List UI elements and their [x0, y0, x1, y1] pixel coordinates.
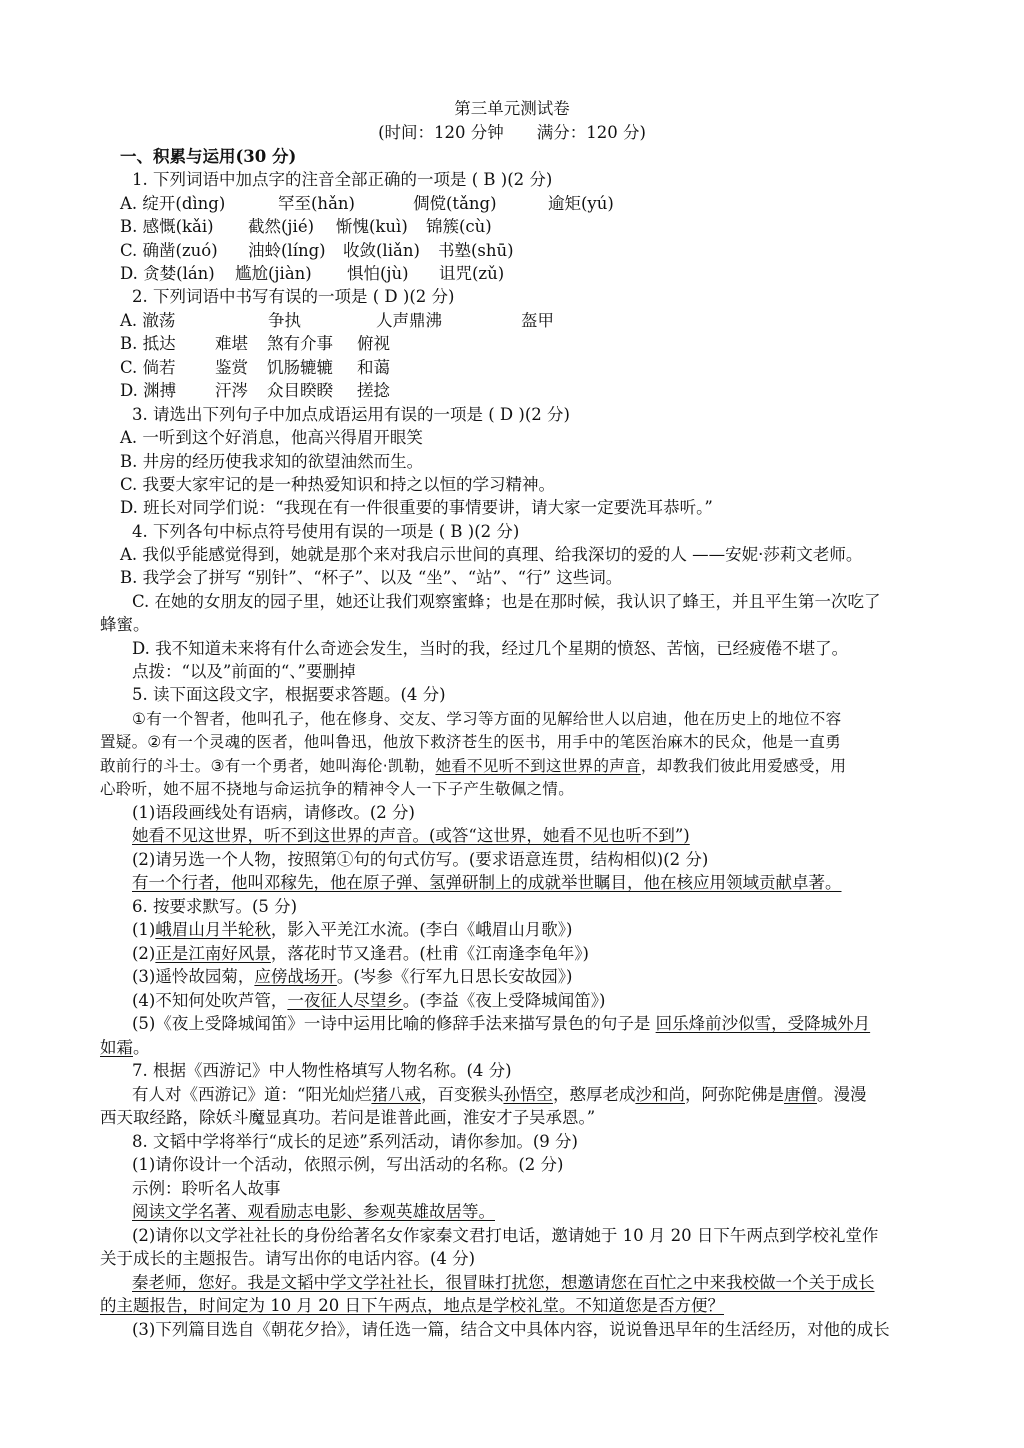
q2-c-2: 鉴赏: [215, 358, 248, 377]
q2-b-4: 俯视: [357, 334, 390, 353]
question-5-stem: 5. 读下面这段文字，根据要求答题。(4 分): [132, 685, 446, 704]
q1-c-1: C. 确凿(zuó): [120, 241, 218, 260]
q2-d-4: 搓捻: [357, 381, 390, 400]
q6-item-1: [132, 919, 952, 941]
q6-2-num: (2): [132, 944, 156, 963]
section-heading: 一、积累与运用(30 分): [120, 147, 297, 166]
q6-5-answer-cont: 如霜: [100, 1038, 133, 1057]
q2-c-1: C. 倘若: [120, 358, 176, 377]
q8-sub-3: (3)下列篇目选自《朝花夕拾》，请任选一篇，结合文中具体内容，说说鲁迅早年的生活经历，对他的成长: [132, 1320, 890, 1339]
q2-b-1: B. 抵达: [120, 334, 176, 353]
q6-5-end: 。: [133, 1038, 150, 1057]
q2-d-3: 众目睽睽: [267, 381, 333, 400]
question-2-stem: 2. 下列词语中书写有误的一项是 ( D )(2 分): [132, 287, 455, 306]
q6-1-rest: ，影入平羌江水流。(李白《峨眉山月歌》): [270, 920, 573, 939]
q7-answer-2: 孙悟空: [503, 1085, 553, 1104]
q2-a-2: 争执: [268, 311, 301, 330]
q7-t5: 。漫漫: [816, 1085, 867, 1104]
q6-item-3: [132, 966, 952, 988]
q4-option-c: C. 在她的女朋友的园子里，她还让我们观察蜜蜂；也是在那时候，我认识了蜂王，并且平生第一次吃了: [132, 592, 881, 611]
q5-underlined-sentence: 她看不见听不到这世界的声音: [435, 757, 641, 775]
q5-answer-2: 有一个行者，他叫邓稼先，他在原子弹、氢弹研制上的成就举世瞩目，他在核应用领域贡献卓著。: [132, 873, 842, 892]
q8-sub-2-cont: 关于成长的主题报告。请写出你的电话内容。(4 分): [100, 1249, 476, 1268]
q8-sub-2: (2)请你以文学社社长的身份给著名女作家秦文君打电话，邀请她于 10 月 20 日下午两点到学校礼堂作: [132, 1226, 879, 1245]
q1-a-3: 倜傥(tǎng): [413, 194, 497, 213]
q1-a-1: A. 绽开(dìng): [120, 194, 226, 213]
q2-b-2: 难堪: [215, 334, 248, 353]
q2-d-1: D. 渊搏: [120, 381, 177, 400]
q2-option-a: [120, 310, 940, 332]
q8-sub-1: (1)请你设计一个活动，依照示例，写出活动的名称。(2 分): [132, 1155, 564, 1174]
q5-sub-2: (2)请另选一个人物，按照第①句的句式仿写。(要求语意连贯，结构相似)(2 分): [132, 850, 709, 869]
q4-option-c-cont: 蜂蜜。: [100, 615, 150, 634]
q7-t4: ，阿弥陀佛是: [684, 1085, 784, 1104]
q1-d-1: D. 贪婪(lán): [120, 264, 215, 283]
q7-t3: ，憨厚老成: [552, 1085, 636, 1104]
question-6-stem: 6. 按要求默写。(5 分): [132, 897, 298, 916]
q1-c-3: 收敛(liǎn): [343, 241, 420, 260]
q2-d-2: 汗涔: [215, 381, 248, 400]
q6-4-pre: (4)不知何处吹芦管，: [132, 991, 288, 1010]
q1-d-2: 尴尬(jiàn): [235, 264, 312, 283]
q8-answer-2: 秦老师，您好。我是文韬中学文学社社长，很冒昧打扰您，想邀请您在百忙之中来我校做一个关于成长: [132, 1273, 875, 1292]
question-4-stem: 4. 下列各句中标点符号使用有误的一项是 ( B )(2 分): [132, 522, 520, 541]
q1-d-4: 诅咒(zǔ): [439, 264, 505, 283]
q6-3-answer: 应傍战场开: [254, 967, 337, 986]
q1-a-4: 逾矩(yú): [548, 194, 614, 213]
q1-c-2: 油蛉(líng): [248, 241, 326, 260]
q2-c-3: 饥肠辘辘: [267, 358, 333, 377]
q5-passage-line-2: 置疑。②有一个灵魂的医者，他叫鲁迅，他放下救济苍生的医书，用手中的笔医治麻木的民众，他是一直勇: [100, 733, 841, 751]
question-3-stem: 3. 请选出下列句子中加点成语运用有误的一项是 ( D )(2 分): [132, 405, 570, 424]
q6-5-pre: (5)《夜上受降城闻笛》一诗中运用比喻的修辞手法来描写景色的句子是: [132, 1014, 656, 1033]
q2-option-d: [120, 380, 940, 402]
page-title: 第三单元测试卷: [454, 99, 570, 118]
q6-5-answer: 回乐烽前沙似雪，受降城外月: [655, 1014, 871, 1033]
q1-option-c: [120, 240, 940, 262]
q8-answer-2-cont: 的主题报告，时间定为 10 月 20 日下午两点，地点是学校礼堂。不知道您是否方便？: [100, 1296, 724, 1315]
q5-passage-line-4: 心聆听，她不屈不挠地与命运抗争的精神令人一下子产生敬佩之情。: [100, 780, 575, 798]
q2-a-1: A. 澈荡: [120, 311, 176, 330]
q4-hint: 点拨：“以及”前面的“、”要删掉: [132, 662, 356, 681]
q1-option-d: [120, 263, 940, 285]
q6-4-rest: 。(李益《夜上受降城闻笛》): [402, 991, 606, 1010]
q8-example: 示例：聆听名人故事: [132, 1179, 281, 1198]
q2-a-4: 盔甲: [521, 311, 554, 330]
q3-option-d: D. 班长对同学们说：“我现在有一件很重要的事情要讲，请大家一定要洗耳恭听。”: [120, 498, 713, 517]
q6-2-rest: ，落花时节又逢君。(杜甫《江南逢李龟年》): [270, 944, 589, 963]
q3-option-c: C. 我要大家牢记的是一种热爱知识和持之以恒的学习精神。: [120, 475, 556, 494]
q5-passage-line-3: [100, 755, 920, 777]
q4-option-b: B. 我学会了拼写 “别针”、“杯子”、以及 “坐”、“站”、“行” 这些词。: [120, 568, 623, 587]
q7-t2: ，百变猴头: [420, 1085, 504, 1104]
exam-info: (时间：120 分钟 满分：120 分): [378, 123, 646, 142]
q1-d-3: 惧怕(jù): [347, 264, 409, 283]
q2-option-c: [120, 357, 940, 379]
q1-option-a: [120, 193, 940, 215]
q1-a-2: 罕至(hǎn): [278, 194, 355, 213]
q1-b-3: 惭愧(kuì): [336, 217, 408, 236]
q6-item-2: [132, 943, 952, 965]
q2-c-4: 和蔼: [357, 358, 390, 377]
q1-b-4: 锦簇(cù): [426, 217, 492, 236]
q5-sub-1: (1)语段画线处有语病，请修改。(2 分): [132, 803, 415, 822]
question-8-stem: 8. 文韬中学将举行“成长的足迹”系列活动，请你参加。(9 分): [132, 1132, 578, 1151]
q6-item-5: [132, 1013, 952, 1035]
question-1-stem: 1. 下列词语中加点字的注音全部正确的一项是 ( B )(2 分): [132, 170, 553, 189]
q3-option-a: A. 一听到这个好消息，他高兴得眉开眼笑: [120, 428, 423, 447]
q6-2-answer: 正是江南好风景: [155, 944, 271, 963]
q5-passage-3a: 敢前行的斗士。③有一个勇者，她叫海伦·凯勒，: [100, 757, 436, 775]
q7-answer-3: 沙和尚: [635, 1085, 685, 1104]
q7-line-2: 西天取经路，除妖斗魔显真功。若问是谁普此画，淮安才子吴承恩。”: [100, 1108, 596, 1127]
q8-answer-1: 阅读文学名著、观看励志电影、参观英雄故居等。: [132, 1202, 495, 1221]
q1-b-1: B. 感慨(kǎi): [120, 217, 214, 236]
q3-option-b: B. 井房的经历使我求知的欲望油然而生。: [120, 452, 424, 471]
q5-answer-1: 她看不见这世界，听不到这世界的声音。(或答“这世界，她看不见也听不到”): [132, 826, 690, 845]
q4-option-d: D. 我不知道未来将有什么奇迹会发生，当时的我，经过几个星期的愤怒、苦恼，已经疲倦不堪了。: [132, 639, 849, 658]
q6-4-answer: 一夜征人尽望乡: [287, 991, 403, 1010]
q6-1-num: (1): [132, 920, 156, 939]
q5-passage-3c: ，却教我们彼此用爱感受，用: [640, 757, 847, 775]
q6-1-answer: 峨眉山月半轮秋: [155, 920, 271, 939]
q6-3-pre: (3)遥怜故园菊，: [132, 967, 255, 986]
q1-c-4: 书塾(shū): [438, 241, 514, 260]
q7-line-1: [132, 1084, 952, 1106]
q6-item-4: [132, 990, 952, 1012]
q2-option-b: [120, 333, 940, 355]
q6-item-5-cont: [100, 1037, 920, 1059]
q1-b-2: 截然(jié): [248, 217, 315, 236]
q4-option-a: A. 我似乎能感觉得到，她就是那个来对我启示世间的真理、给我深切的爱的人 ——安妮·莎莉文老师。: [120, 545, 863, 564]
q7-answer-4: 唐僧: [783, 1085, 817, 1104]
question-7-stem: 7. 根据《西游记》中人物性格填写人物名称。(4 分): [132, 1061, 512, 1080]
q2-b-3: 煞有介事: [267, 334, 333, 353]
q6-3-rest: 。(岑参《行军九日思长安故园》): [336, 967, 573, 986]
q7-t1: 有人对《西游记》道：“阳光灿烂: [132, 1085, 372, 1104]
q2-a-3: 人声鼎沸: [376, 311, 442, 330]
q7-answer-1: 猪八戒: [371, 1085, 421, 1104]
q1-option-b: [120, 216, 940, 238]
q5-passage-line-1: ①有一个智者，他叫孔子，他在修身、交友、学习等方面的见解给世人以启迪，他在历史上的地位不容: [132, 710, 842, 728]
